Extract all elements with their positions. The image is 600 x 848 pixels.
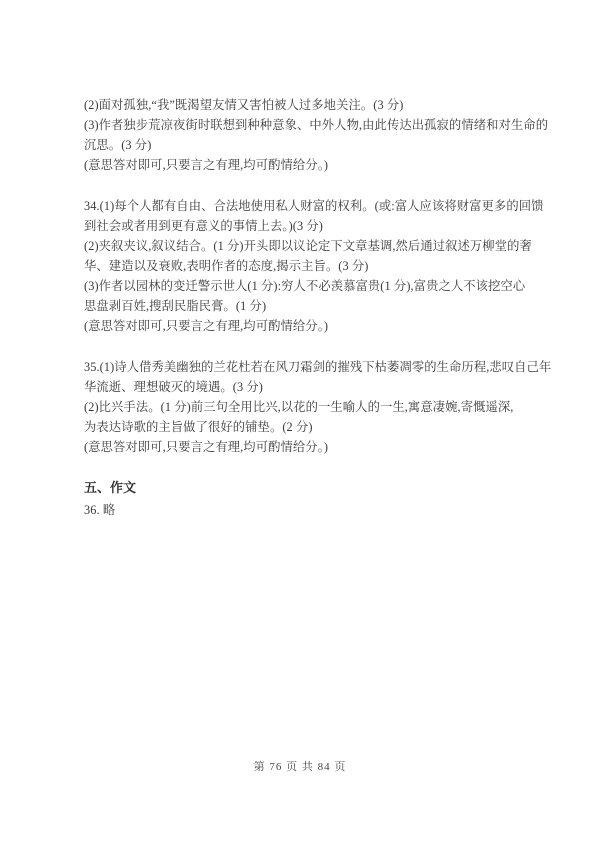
- answer-line: (2)比兴手法。(1 分)前三句全用比兴,以花的一生喻人的一生,寓意凄婉,寄慨遥深,: [84, 400, 514, 414]
- answer-block-question-35: [84, 357, 552, 457]
- answer-line: (2)夹叙夹议,叙议结合。(1 分)开头即以议论定下文章基调,然后通过叙述万柳堂的奢: [84, 239, 532, 253]
- page-number-indicator: 第 76 页 共 84 页: [253, 761, 347, 773]
- answer-line: 到社会或者用到更有意义的事情上去。)(3 分): [84, 219, 324, 233]
- essay-section: [84, 478, 521, 520]
- scoring-note-line: (意思答对即可,只要言之有理,均可酌情给分。): [84, 158, 329, 172]
- answer-line: 沉思。(3 分): [84, 138, 152, 152]
- answer-line: 思盘剥百姓,搜刮民脂民膏。(1 分): [84, 299, 267, 313]
- scoring-note-line: (意思答对即可,只要言之有理,均可酌情给分。): [84, 440, 329, 454]
- page-footer: [0, 759, 600, 775]
- answer-line: 36. 略: [84, 503, 116, 517]
- answer-line: (3)作者以园林的变迁警示世人(1 分):穷人不必羡慕富贵(1 分),富贵之人不该挖空心: [84, 279, 526, 293]
- answer-line: (3)作者独步荒凉夜街时联想到种种意象、中外人物,由此传达出孤寂的情绪和对生命的: [84, 118, 549, 132]
- answer-line: 华流逝、理想破灭的境遇。(3 分): [84, 380, 263, 394]
- answer-line: 35.(1)诗人借秀美幽独的兰花杜若在风刀霜剑的摧残下枯萎凋零的生命历程,悲叹自己年: [84, 360, 552, 374]
- scoring-note-line: (意思答对即可,只要言之有理,均可酌情给分。): [84, 319, 329, 333]
- answer-block-question-33: [84, 95, 549, 175]
- answer-line: 华、建造以及衰败,表明作者的态度,揭示主旨。(3 分): [84, 259, 369, 273]
- answer-line: 34.(1)每个人都有自由、合法地使用私人财富的权利。(或:富人应该将财富更多的回馈: [84, 199, 544, 213]
- essay-section-heading: 五、作文: [84, 480, 137, 495]
- answer-line: (2)面对孤独,“我”既渴望友情又害怕被人过多地关注。(3 分): [84, 98, 404, 112]
- answer-block-question-34: [84, 196, 544, 336]
- answer-line: 为表达诗歌的主旨做了很好的铺垫。(2 分): [84, 420, 313, 434]
- answer-sheet-content: [84, 95, 552, 520]
